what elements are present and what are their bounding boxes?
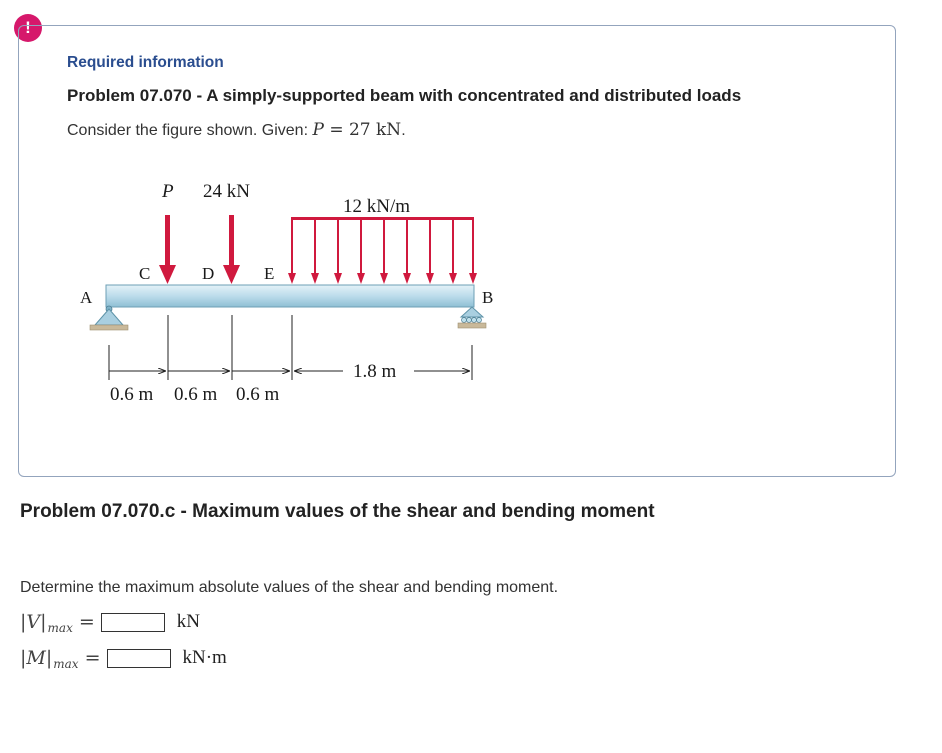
label-e: E: [264, 264, 275, 283]
moment-symbol: |M|: [20, 647, 53, 669]
shear-answer-row: [20, 607, 200, 637]
shear-symbol: |V|: [20, 611, 47, 633]
dim-label-3: 0.6 m: [236, 384, 280, 405]
dimension-lines: [109, 315, 472, 380]
label-c: C: [139, 264, 151, 283]
distributed-load: [288, 217, 477, 284]
given-eq: = 27 kN: [323, 120, 402, 140]
label-p: P: [162, 181, 174, 202]
moment-equals: =: [84, 647, 101, 669]
given-math: [312, 120, 401, 140]
moment-answer-row: [20, 643, 227, 673]
pin-support-a: [90, 306, 128, 330]
beam-figure: [78, 175, 508, 415]
section-title: Problem 07.070.c - Maximum values of the shear and bending moment: [20, 501, 655, 522]
label-d: D: [202, 264, 215, 283]
label-a: A: [80, 288, 93, 307]
moment-unit: kN·m: [182, 647, 227, 668]
required-info-label: Required information: [67, 54, 224, 71]
dim-label-1: 0.6 m: [110, 384, 154, 405]
dim-label-4: 1.8 m: [353, 361, 397, 382]
given-line: [67, 120, 406, 140]
shear-equals: =: [78, 611, 95, 633]
label-distributed: 12 kN/m: [343, 196, 411, 217]
shear-unit: kN: [176, 611, 200, 632]
label-24kn: 24 kN: [203, 181, 250, 202]
load-arrow-p: [159, 215, 176, 284]
beam: [106, 285, 474, 307]
moment-input[interactable]: [107, 649, 171, 668]
question-text: Determine the maximum absolute values of the shear and bending moment.: [20, 579, 559, 596]
given-var: P: [312, 120, 324, 140]
problem-title: Problem 07.070 - A simply-supported beam with concentrated and distributed loads: [67, 86, 742, 105]
shear-input[interactable]: [101, 613, 165, 632]
given-prefix: Consider the figure shown. Given:: [67, 122, 313, 139]
moment-subscript: max: [53, 657, 79, 671]
label-b: B: [482, 288, 494, 307]
shear-subscript: max: [47, 621, 73, 635]
alert-symbol: !: [25, 18, 31, 37]
dim-label-2: 0.6 m: [174, 384, 218, 405]
given-suffix: .: [401, 122, 406, 139]
load-arrow-24kn: [223, 215, 240, 284]
roller-support-b: [458, 307, 486, 328]
